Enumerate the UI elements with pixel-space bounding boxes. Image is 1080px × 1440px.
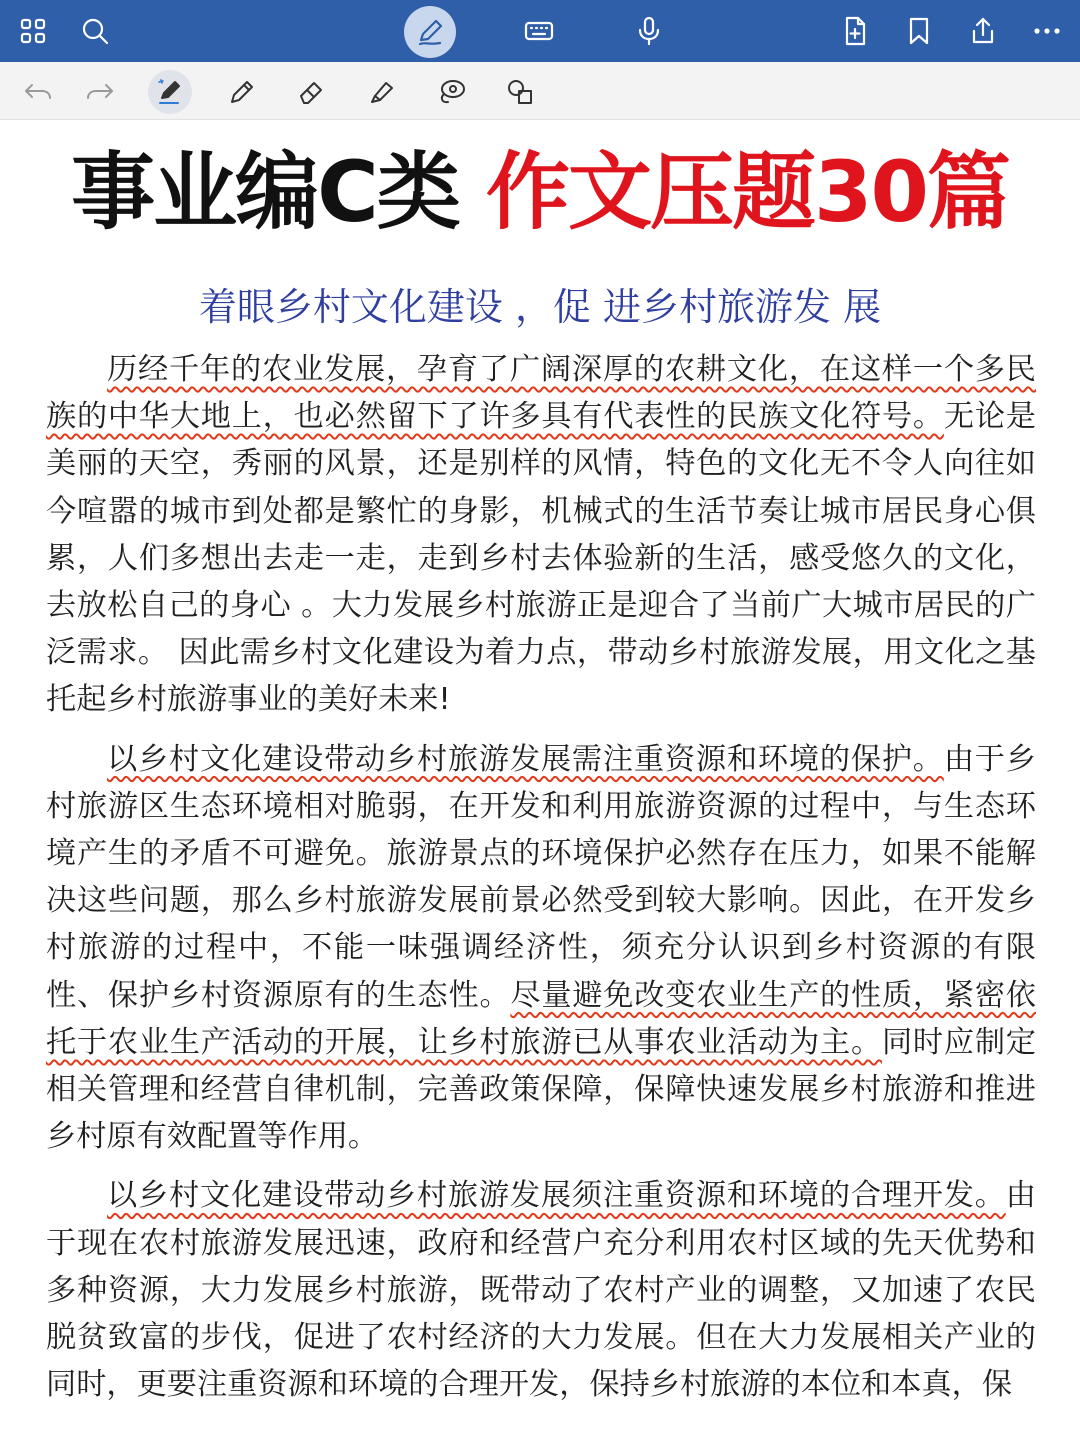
keyboard-icon[interactable] <box>516 8 562 54</box>
microphone-icon[interactable] <box>626 8 672 54</box>
pencil-icon[interactable] <box>220 70 264 114</box>
eraser-icon[interactable] <box>290 70 334 114</box>
highlighter-icon[interactable] <box>360 70 404 114</box>
top-app-bar <box>0 0 1080 62</box>
more-icon[interactable] <box>1024 8 1070 54</box>
bookmark-icon[interactable] <box>896 8 942 54</box>
paragraph-2 <box>46 736 1036 1161</box>
paragraph-text: 无论是美丽的天空，秀丽的风景，还是别样的风情，特色的文化无不令人向往如今喧嚣的城市到处都是繁忙的身影，机械式的生活节奏让城市居民身心俱累，人们多想出去走一走，走到乡村去体验新的生活，感受悠久的文化，去放松自己的身心 。大力发展乡村旅游正是迎合了当前广大城市居民的广泛需求。 因此需乡村文化建设为着力点，带动乡村旅游发展，用文化之基托起乡村旅游事业的美好未来! <box>46 399 1036 718</box>
add-page-icon[interactable] <box>832 8 878 54</box>
drawing-toolbar <box>0 62 1080 120</box>
paragraph-1 <box>46 346 1036 724</box>
undo-icon[interactable] <box>16 70 60 114</box>
title-red: 作文压题30篇 <box>486 143 1009 241</box>
paragraph-text: 同时应制定相关管理和经营自律机制，完善政策保障，保障快速发展乡村旅游和推进乡村原有效配置等作用。 <box>46 1024 1036 1155</box>
paragraph-text: 由于现在农村旅游发展迅速，政府和经营户充分利用农村区域的先天优势和多种资源，大力发展乡村旅游，既带动了农村产业的调整，又加速了农民脱贫致富的步伐，促进了农村经济的大力发展。但在大力发展相关产业的同时，更要注重资源和环境的合理开发，保持乡村旅游的本位和本真，保 <box>46 1178 1036 1403</box>
underlined-text: 以乡村文化建设带动乡村旅游发展需注重资源和环境的保护。 <box>107 741 944 777</box>
paragraph-text: 由于乡村旅游区生态环境相对脆弱，在开发和利用旅游资源的过程中，与生态环境产生的矛盾不可避免。旅游景点的环境保护必然存在压力，如果不能解决这些问题，那么乡村旅游发展前景必然受到较大影响。因此，在开发乡村旅游的过程中，不能一味强调经济性，须充分认识到乡村资源的有限性、保护乡村资源原有的生态性。 <box>46 741 1036 1013</box>
underlined-text: 尽量避免改变农业生产的性质，紧密依托于农业生产活动的开展，让乡村旅游已从事农业活动为主。 <box>46 977 1036 1060</box>
document-subtitle: 着眼乡村文化建设 ，促 进乡村旅游发 展 <box>198 285 882 329</box>
underlined-text: 以乡村文化建设带动乡村旅游发展须注重资源和环境的合理开发。 <box>107 1178 1006 1214</box>
smart-pen-icon[interactable] <box>148 70 192 114</box>
lasso-icon[interactable] <box>430 70 474 114</box>
share-icon[interactable] <box>960 8 1006 54</box>
pen-icon[interactable] <box>404 6 456 58</box>
underlined-text: 历经千年的农业发展，孕育了广阔深厚的农耕文化，在这样一个多民族的中华大地上，也必然留下了许多具有代表性的民族文化符号。 <box>46 352 1036 435</box>
document-body <box>46 346 1036 1420</box>
search-icon[interactable] <box>72 8 118 54</box>
document-title <box>0 140 1080 244</box>
grid-icon[interactable] <box>10 8 56 54</box>
redo-icon[interactable] <box>78 70 122 114</box>
title-black: 事业编C类 <box>71 143 459 241</box>
paragraph-3 <box>46 1172 1036 1408</box>
shapes-icon[interactable] <box>498 70 542 114</box>
